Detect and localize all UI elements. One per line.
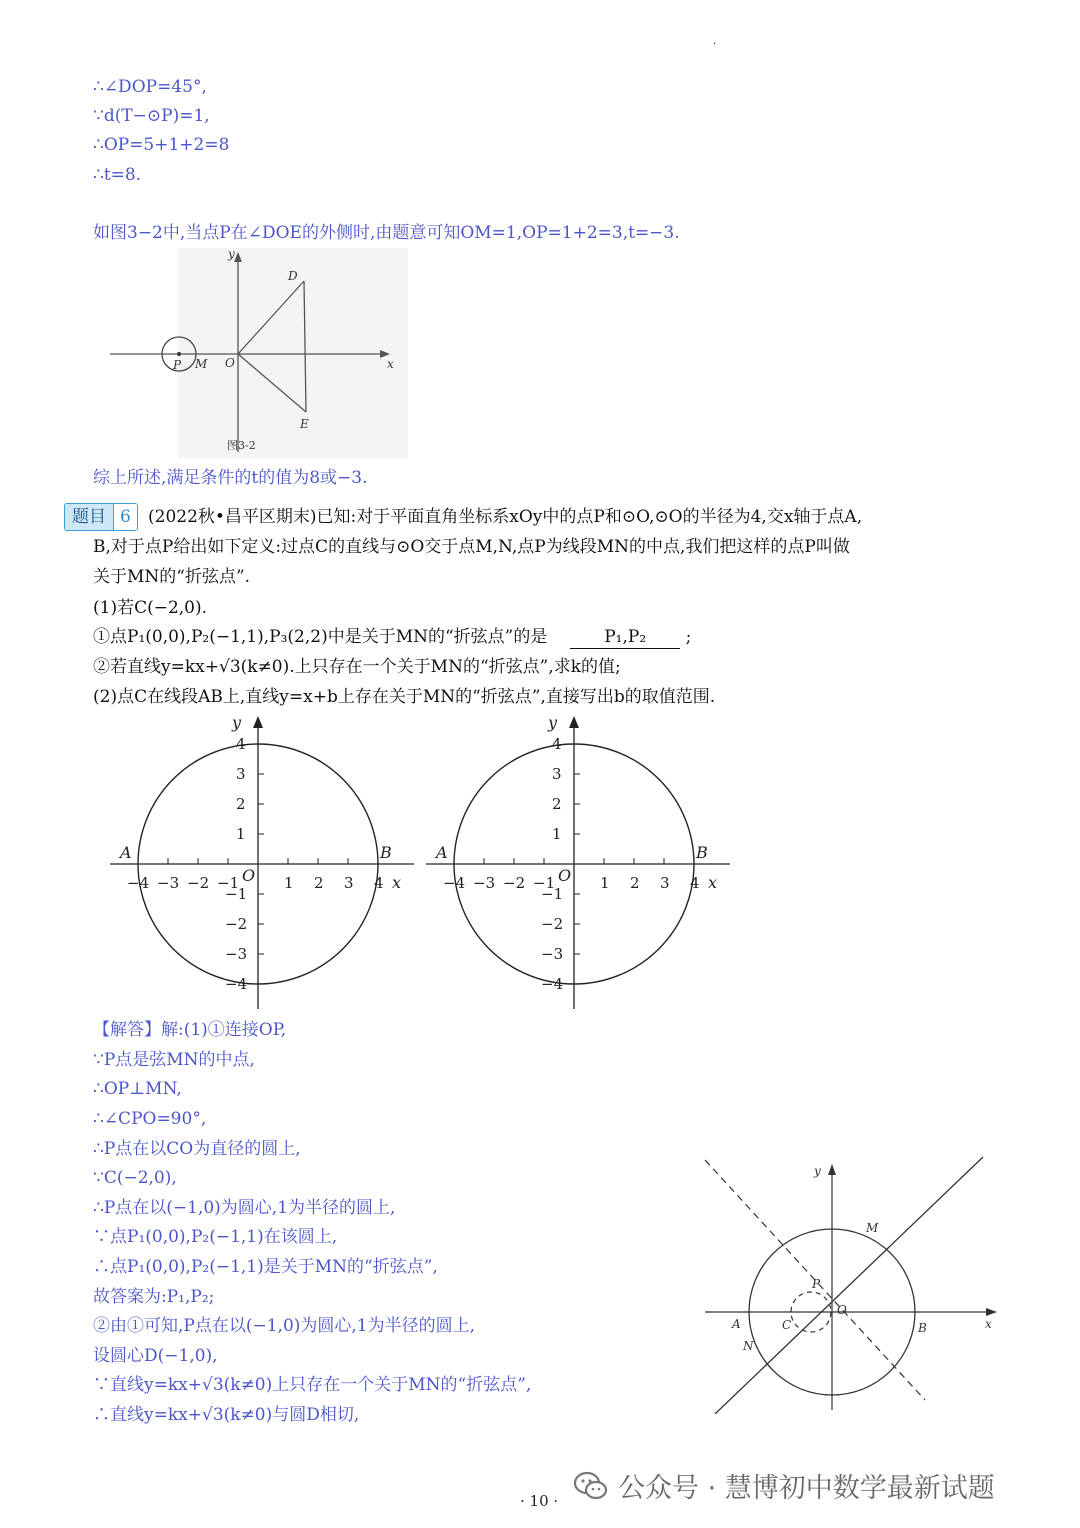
y-axis-arrow: [569, 716, 579, 728]
label-b: B: [696, 843, 708, 862]
solution-line: ∴P点在以(−1,0)为圆心,1为半径的圆上,: [93, 1198, 396, 1218]
problem-tag-number: 6: [113, 504, 137, 530]
x-tick-label: 4: [374, 874, 384, 892]
y-tick-label: −3: [541, 945, 564, 963]
x-tick-label: −1: [533, 874, 556, 892]
page-number: · 10 ·: [520, 1492, 559, 1510]
intro-line: ∵d(T−⊙P)=1,: [93, 106, 210, 126]
figure-3-2: [110, 248, 410, 460]
x-tick-label: 3: [660, 874, 670, 892]
watermark-text: 公众号 · 慧博初中数学最新试题: [618, 1473, 995, 1504]
question-1a-text: ①点P₁(0,0),P₂(−1,1),P₃(2,2)中是关于MN的“折弦点”的是: [93, 627, 548, 647]
y-axis-arrow: [828, 1164, 836, 1175]
wechat-icon: [574, 1471, 608, 1501]
label-b: B: [380, 843, 392, 862]
x-tick-label: 2: [630, 874, 640, 892]
label-o: O: [558, 866, 572, 885]
x-tick-label: 1: [600, 874, 610, 892]
line-mn: [715, 1157, 983, 1414]
figure-intro-text: 如图3−2中,当点P在∠DOE的外侧时,由题意可知OM=1,OP=1+2=3,t=−3.: [93, 223, 680, 243]
label-m: M: [866, 1221, 879, 1235]
y-tick-label: −3: [225, 945, 248, 963]
x-tick-label: 2: [314, 874, 324, 892]
y-label: y: [228, 248, 235, 261]
problem-line: 关于MN的“折弦点”.: [93, 567, 251, 587]
y-tick-label: −1: [541, 885, 564, 903]
coordinate-grid-left: [108, 712, 414, 1012]
x-tick-label: 1: [284, 874, 294, 892]
question-1a-suffix: ;: [685, 627, 692, 647]
top-mark: ·: [713, 39, 717, 50]
label-a: A: [436, 843, 448, 862]
intro-line: ∴t=8.: [93, 165, 142, 185]
x-label: x: [985, 1317, 992, 1331]
summary-line: 综上所述,满足条件的t的值为8或−3.: [93, 468, 368, 488]
figure-caption: 图3-2: [227, 439, 256, 452]
label-e: E: [300, 417, 309, 431]
intro-line: ∴OP=5+1+2=8: [93, 135, 230, 155]
label-d: D: [288, 269, 298, 283]
label-m: M: [195, 357, 208, 371]
solution-line: 设圆心D(−1,0),: [93, 1346, 218, 1366]
x-tick-label: −2: [503, 874, 526, 892]
x-label: x: [387, 357, 394, 371]
problem-line: (2022秋•昌平区期末)已知:对于平面直角坐标系xOy中的点P和⊙O,⊙O的半径为4,交x轴于点A,: [148, 507, 863, 527]
x-label: x: [708, 873, 718, 892]
solution-line: ∴OP⊥MN,: [93, 1079, 182, 1099]
x-label: x: [392, 873, 402, 892]
label-p: P: [812, 1277, 821, 1291]
x-tick-label: −2: [187, 874, 210, 892]
solution-line: ∴直线y=kx+√3(k≠0)与圆D相切,: [93, 1405, 360, 1425]
watermark: [574, 1466, 995, 1505]
label-b: B: [918, 1321, 927, 1335]
point-p: [177, 352, 181, 356]
label-p: P: [173, 358, 182, 372]
y-label: y: [814, 1164, 821, 1178]
y-tick-label: −2: [541, 915, 564, 933]
problem-tag: [64, 503, 138, 531]
y-tick-label: 3: [552, 765, 562, 783]
answer-blank: P₁,P₂: [570, 626, 680, 649]
label-n: N: [743, 1339, 754, 1353]
question-1: (1)若C(−2,0).: [93, 598, 208, 618]
label-o: O: [225, 356, 235, 370]
label-a: A: [732, 1317, 741, 1331]
solution-line: ∴点P₁(0,0),P₂(−1,1)是关于MN的“折弦点”,: [93, 1257, 438, 1277]
y-axis-arrow: [253, 716, 263, 728]
y-tick-label: 4: [236, 735, 246, 753]
label-o: O: [837, 1303, 847, 1317]
problem-tag-label: 题目: [65, 504, 113, 530]
solution-line: ∵C(−2,0),: [93, 1168, 177, 1188]
y-tick-label: −4: [225, 975, 248, 993]
y-tick-label: 1: [236, 825, 246, 843]
y-label: y: [548, 713, 558, 732]
x-tick-label: −4: [443, 874, 466, 892]
solution-line: 故答案为:P₁,P₂;: [93, 1287, 215, 1307]
y-tick-label: 2: [552, 795, 562, 813]
question-2: (2)点C在线段AB上,直线y=x+b上存在关于MN的“折弦点”,直接写出b的取值范围.: [93, 687, 716, 707]
solution-line: 【解答】解:(1)①连接OP,: [93, 1020, 287, 1040]
y-tick-label: 2: [236, 795, 246, 813]
label-o: O: [242, 866, 256, 885]
x-tick-label: 4: [690, 874, 700, 892]
x-tick-label: 3: [344, 874, 354, 892]
solution-line: ∵直线y=kx+√3(k≠0)上只存在一个关于MN的“折弦点”,: [93, 1375, 532, 1395]
solution-line: ∵P点是弦MN的中点,: [93, 1050, 255, 1070]
x-tick-label: −3: [157, 874, 180, 892]
intro-line: ∴∠DOP=45°,: [93, 77, 207, 97]
solution-line: ②由①可知,P点在以(−1,0)为圆心,1为半径的圆上,: [93, 1316, 476, 1336]
question-1a: [93, 626, 691, 649]
x-axis-arrow: [986, 1308, 997, 1316]
y-tick-label: −4: [541, 975, 564, 993]
y-tick-label: 1: [552, 825, 562, 843]
y-tick-label: 3: [236, 765, 246, 783]
solution-line: ∴∠CPO=90°,: [93, 1109, 207, 1129]
x-tick-label: −1: [217, 874, 240, 892]
y-tick-label: −2: [225, 915, 248, 933]
solution-figure: [700, 1152, 1010, 1414]
solution-line: ∵点P₁(0,0),P₂(−1,1)在该圆上,: [93, 1227, 338, 1247]
label-c: C: [782, 1318, 792, 1332]
coordinate-grid-right: [424, 712, 730, 1012]
x-tick-label: −3: [473, 874, 496, 892]
y-label: y: [232, 713, 242, 732]
y-tick-label: −1: [225, 885, 248, 903]
question-1b: ②若直线y=kx+√3(k≠0).上只存在一个关于MN的“折弦点”,求k的值;: [93, 657, 621, 677]
solution-line: ∴P点在以CO为直径的圆上,: [93, 1139, 301, 1159]
label-a: A: [120, 843, 132, 862]
x-tick-label: −4: [127, 874, 150, 892]
problem-line: B,对于点P给出如下定义:过点C的直线与⊙O交于点M,N,点P为线段MN的中点,我们把这样的点P叫做: [93, 537, 850, 557]
y-tick-label: 4: [552, 735, 562, 753]
